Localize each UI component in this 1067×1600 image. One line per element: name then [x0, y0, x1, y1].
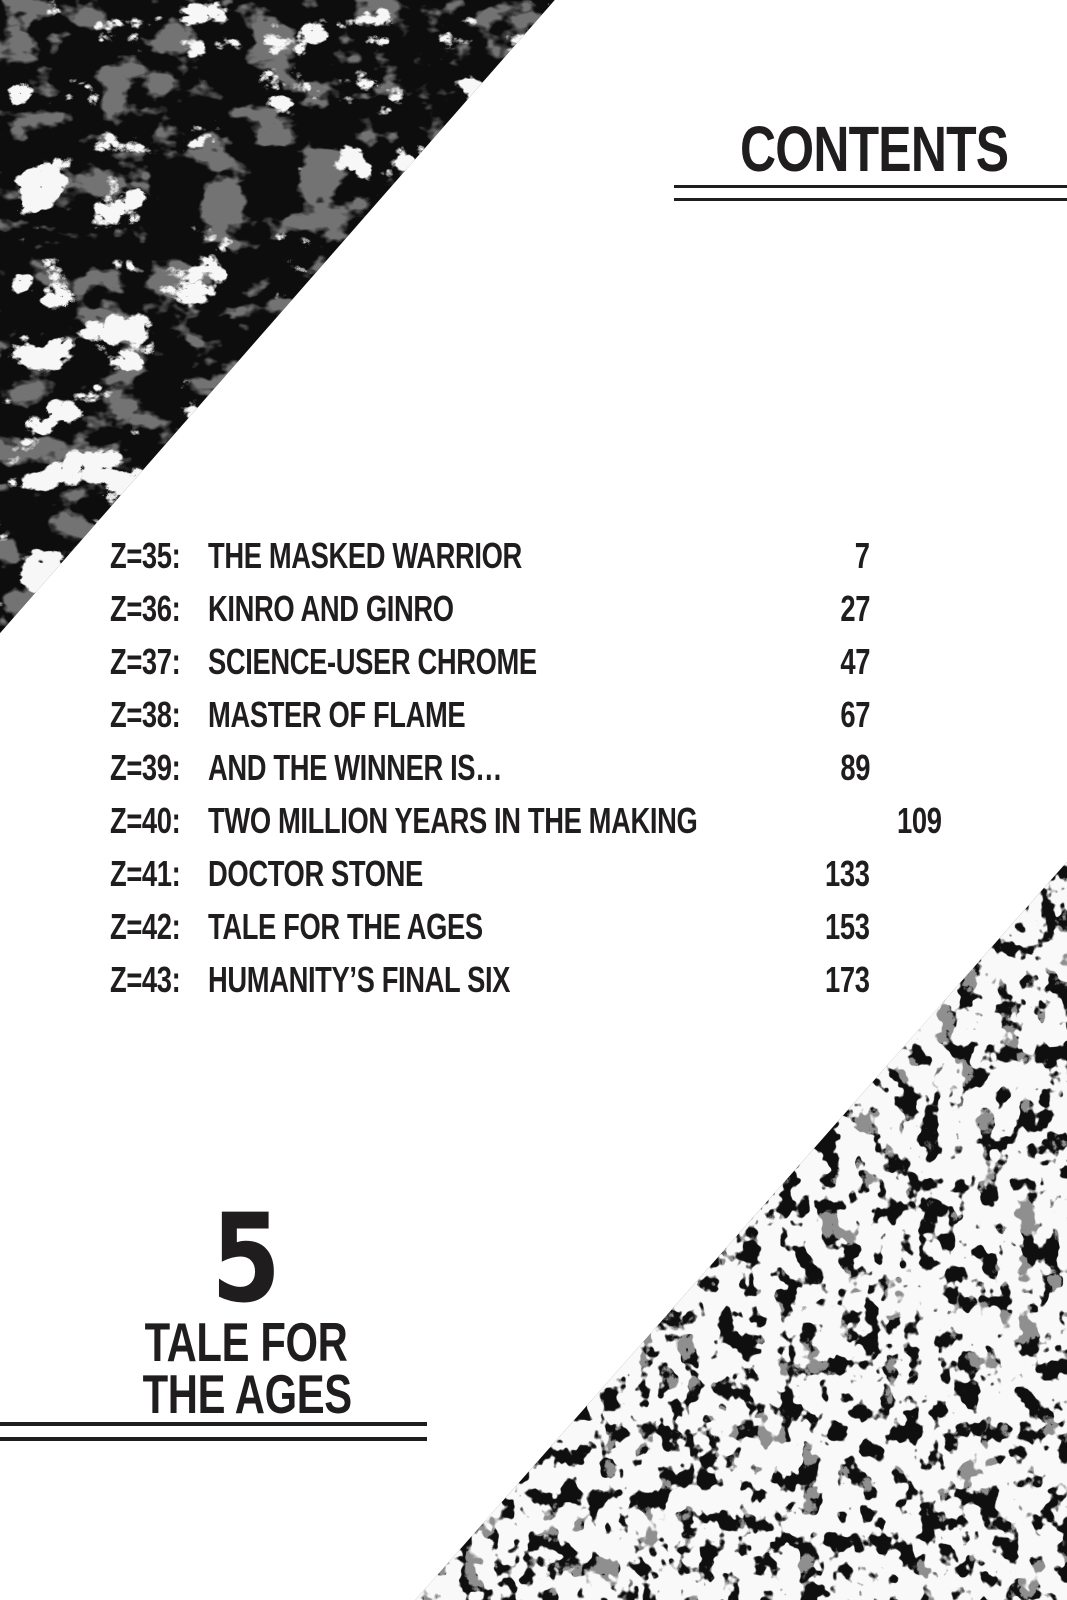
chapter-page-number: 47	[840, 641, 870, 682]
chapter-code: Z=41:	[110, 853, 181, 894]
chapter-page-number: 67	[840, 694, 870, 735]
chapter-page-number: 153	[825, 906, 870, 947]
chapter-title: THE MASKED WARRIOR	[208, 535, 522, 576]
chapter-title: HUMANITY’S FINAL SIX	[208, 959, 511, 1000]
chapter-code: Z=35:	[110, 535, 181, 576]
toc-list	[110, 529, 942, 1006]
chapter-title: KINRO AND GINRO	[208, 588, 454, 629]
toc-entry	[110, 529, 870, 582]
volume-title-line-2: THE AGES	[142, 1363, 352, 1425]
page-title: CONTENTS	[740, 113, 1009, 185]
chapter-page-number: 7	[855, 535, 870, 576]
toc-entry	[110, 582, 870, 635]
chapter-title: TALE FOR THE AGES	[208, 906, 483, 947]
volume-title-line-1: TALE FOR	[144, 1311, 348, 1373]
chapter-title: SCIENCE-USER CHROME	[208, 641, 537, 682]
toc-entry	[110, 688, 870, 741]
chapter-code: Z=39:	[110, 747, 181, 788]
toc-entry	[110, 900, 870, 953]
chapter-page-number: 133	[825, 853, 870, 894]
chapter-code: Z=42:	[110, 906, 181, 947]
chapter-code: Z=38:	[110, 694, 181, 735]
toc-entry	[110, 741, 870, 794]
toc-entry	[110, 953, 870, 1006]
chapter-page-number: 27	[840, 588, 870, 629]
chapter-title: AND THE WINNER IS…	[208, 747, 503, 788]
chapter-code: Z=43:	[110, 959, 181, 1000]
chapter-code: Z=40:	[110, 800, 181, 841]
footer-double-rule	[0, 1422, 427, 1441]
toc-entry	[110, 794, 942, 847]
chapter-page-number: 173	[825, 959, 870, 1000]
chapter-title: MASTER OF FLAME	[208, 694, 466, 735]
title-double-rule	[674, 185, 1067, 201]
chapter-code: Z=36:	[110, 588, 181, 629]
chapter-page-number: 89	[840, 747, 870, 788]
toc-entry	[110, 847, 870, 900]
chapter-title: DOCTOR STONE	[208, 853, 423, 894]
chapter-title: TWO MILLION YEARS IN THE MAKING	[208, 800, 698, 841]
volume-number: 5	[211, 1188, 281, 1330]
toc-entry	[110, 635, 870, 688]
chapter-code: Z=37:	[110, 641, 181, 682]
chapter-page-number: 109	[896, 800, 942, 841]
